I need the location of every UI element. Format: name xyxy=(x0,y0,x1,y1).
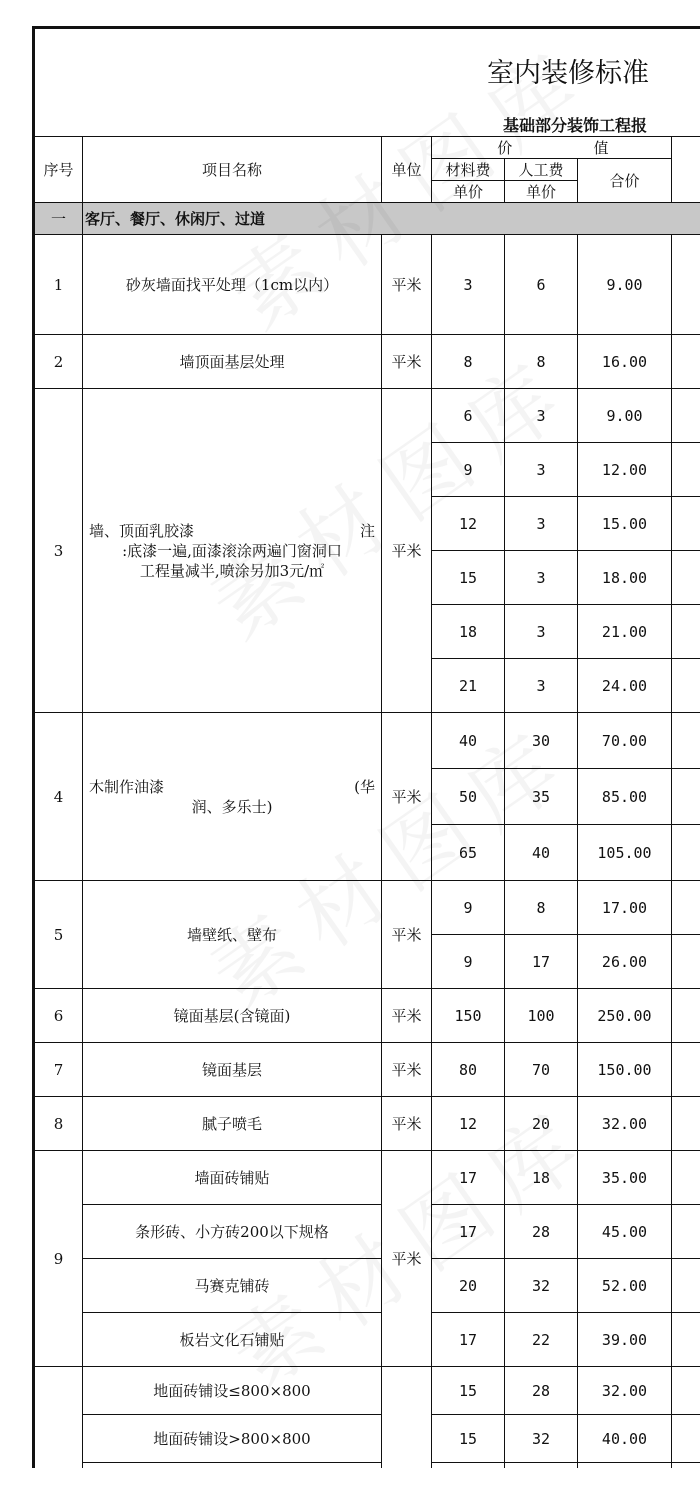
item-no xyxy=(35,1367,83,1469)
material-price: 15 xyxy=(432,1415,505,1463)
total-price: 16.00 xyxy=(578,335,672,389)
item-unit: 平米 xyxy=(382,1097,432,1151)
extra-cell xyxy=(672,1367,700,1415)
material-price: 21 xyxy=(432,659,505,713)
item-name: 板岩文化石铺贴 xyxy=(83,1313,382,1367)
header-extra-col xyxy=(672,137,700,203)
table-row xyxy=(35,881,700,935)
labor-price: 6 xyxy=(505,235,578,335)
table-row xyxy=(35,1463,700,1469)
total-price: 40.00 xyxy=(578,1415,672,1463)
material-price: 9 xyxy=(432,443,505,497)
total-price: 35.00 xyxy=(578,1151,672,1205)
extra-cell xyxy=(672,1415,700,1463)
total-price: 17.00 xyxy=(578,881,672,935)
section-no: 一 xyxy=(35,203,83,235)
item-name: 镜面基层 xyxy=(83,1043,382,1097)
labor-price: 70 xyxy=(505,1043,578,1097)
total-price: 39.00 xyxy=(578,1313,672,1367)
table-row xyxy=(35,1259,700,1313)
total-price: 105.00 xyxy=(578,825,672,881)
labor-price: 35 xyxy=(505,769,578,825)
material-price: 20 xyxy=(432,1259,505,1313)
item-no: 7 xyxy=(35,1043,83,1097)
material-price: 15 xyxy=(432,1367,505,1415)
table-row xyxy=(35,1097,700,1151)
table-row xyxy=(35,1205,700,1259)
labor-price: 28 xyxy=(505,1205,578,1259)
material-price: 50 xyxy=(432,769,505,825)
total-price: 9.00 xyxy=(578,389,672,443)
total-price: 32.00 xyxy=(578,1367,672,1415)
empty-cell xyxy=(505,1463,578,1469)
labor-price: 8 xyxy=(505,881,578,935)
item-unit: 平米 xyxy=(382,881,432,989)
labor-price: 32 xyxy=(505,1415,578,1463)
total-price: 150.00 xyxy=(578,1043,672,1097)
labor-price: 8 xyxy=(505,335,578,389)
item-name-note-2: 工程量减半,喷涂另加3元/㎡ xyxy=(139,561,325,580)
labor-price: 40 xyxy=(505,825,578,881)
table-row xyxy=(35,235,700,335)
total-price: 70.00 xyxy=(578,713,672,769)
labor-price: 17 xyxy=(505,935,578,989)
material-price: 40 xyxy=(432,713,505,769)
extra-cell xyxy=(672,713,700,769)
table-row xyxy=(35,989,700,1043)
table-title: 室内装修标准 xyxy=(35,29,700,113)
extra-cell xyxy=(672,881,700,935)
extra-cell xyxy=(672,1205,700,1259)
decoration-price-table xyxy=(34,28,700,1468)
extra-cell xyxy=(672,551,700,605)
extra-cell xyxy=(672,1097,700,1151)
total-price: 85.00 xyxy=(578,769,672,825)
header-unit: 单位 xyxy=(382,137,432,203)
item-name: 条形砖、小方砖200以下规格 xyxy=(83,1205,382,1259)
labor-price: 3 xyxy=(505,605,578,659)
header-material: 材料费 xyxy=(432,159,505,181)
item-name: 砂灰墙面找平处理（1cm以内） xyxy=(83,235,382,335)
extra-cell xyxy=(672,769,700,825)
material-price: 80 xyxy=(432,1043,505,1097)
labor-price: 28 xyxy=(505,1367,578,1415)
item-name: 墙顶面基层处理 xyxy=(83,335,382,389)
table-row xyxy=(35,1415,700,1463)
extra-cell xyxy=(672,1151,700,1205)
item-name-brand-open: (华 xyxy=(354,777,375,796)
header-price-label: 价 xyxy=(432,137,578,159)
item-unit: 平米 xyxy=(382,235,432,335)
spreadsheet-sheet xyxy=(32,26,700,1468)
header-unit-price-labor: 单价 xyxy=(505,181,578,203)
total-price: 26.00 xyxy=(578,935,672,989)
item-name: 镜面基层(含镜面) xyxy=(83,989,382,1043)
extra-cell xyxy=(672,989,700,1043)
item-unit xyxy=(382,1367,432,1469)
labor-price: 20 xyxy=(505,1097,578,1151)
total-price: 18.00 xyxy=(578,551,672,605)
item-name xyxy=(83,389,382,713)
extra-cell xyxy=(672,1313,700,1367)
extra-cell xyxy=(672,605,700,659)
material-price: 17 xyxy=(432,1313,505,1367)
item-name: 腻子喷毛 xyxy=(83,1097,382,1151)
total-price: 32.00 xyxy=(578,1097,672,1151)
extra-cell xyxy=(672,659,700,713)
item-unit: 平米 xyxy=(382,713,432,881)
table-row xyxy=(35,1367,700,1415)
total-price: 15.00 xyxy=(578,497,672,551)
extra-cell xyxy=(672,825,700,881)
labor-price: 3 xyxy=(505,443,578,497)
item-name xyxy=(83,713,382,881)
header-name: 项目名称 xyxy=(83,137,382,203)
material-price: 3 xyxy=(432,235,505,335)
item-unit: 平米 xyxy=(382,1043,432,1097)
table-row xyxy=(35,389,700,443)
item-name: 墙面砖铺贴 xyxy=(83,1151,382,1205)
item-unit: 平米 xyxy=(382,1151,432,1367)
extra-cell xyxy=(672,235,700,335)
header-value-label: 值 xyxy=(578,137,672,159)
material-price: 65 xyxy=(432,825,505,881)
header-total: 合价 xyxy=(578,159,672,203)
extra-cell xyxy=(672,1463,700,1469)
item-no: 4 xyxy=(35,713,83,881)
total-price: 52.00 xyxy=(578,1259,672,1313)
total-price: 24.00 xyxy=(578,659,672,713)
table-row xyxy=(35,1043,700,1097)
material-price: 15 xyxy=(432,551,505,605)
table-row xyxy=(35,1313,700,1367)
item-name-part: 墙、顶面乳胶漆 xyxy=(89,521,195,540)
extra-cell xyxy=(672,497,700,551)
extra-cell xyxy=(672,335,700,389)
total-price: 9.00 xyxy=(578,235,672,335)
empty-cell xyxy=(432,1463,505,1469)
labor-price: 18 xyxy=(505,1151,578,1205)
labor-price: 30 xyxy=(505,713,578,769)
section-name: 客厅、餐厅、休闲厅、过道 xyxy=(83,203,700,235)
extra-cell xyxy=(672,1259,700,1313)
labor-price: 3 xyxy=(505,659,578,713)
table-row xyxy=(35,335,700,389)
header-labor: 人工费 xyxy=(505,159,578,181)
item-unit: 平米 xyxy=(382,989,432,1043)
item-no: 3 xyxy=(35,389,83,713)
item-name-part: 木制作油漆 xyxy=(89,777,165,796)
material-price: 12 xyxy=(432,497,505,551)
table-subtitle: 基础部分装饰工程报 xyxy=(35,113,700,137)
item-no: 5 xyxy=(35,881,83,989)
item-name-note-mark: 注 xyxy=(359,521,375,540)
extra-cell xyxy=(672,935,700,989)
item-no: 8 xyxy=(35,1097,83,1151)
labor-price: 3 xyxy=(505,389,578,443)
header-unit-price-material: 单价 xyxy=(432,181,505,203)
extra-cell xyxy=(672,1043,700,1097)
material-price: 9 xyxy=(432,935,505,989)
material-price: 18 xyxy=(432,605,505,659)
material-price: 150 xyxy=(432,989,505,1043)
labor-price: 3 xyxy=(505,497,578,551)
item-no: 1 xyxy=(35,235,83,335)
total-price: 12.00 xyxy=(578,443,672,497)
extra-cell xyxy=(672,389,700,443)
table-row xyxy=(35,713,700,769)
item-no: 6 xyxy=(35,989,83,1043)
empty-cell xyxy=(578,1463,672,1469)
item-name: 地面砖铺设>800×800 xyxy=(83,1415,382,1463)
total-price: 45.00 xyxy=(578,1205,672,1259)
material-price: 17 xyxy=(432,1205,505,1259)
item-name: 地面砖铺设≤800×800 xyxy=(83,1367,382,1415)
total-price: 21.00 xyxy=(578,605,672,659)
total-price: 250.00 xyxy=(578,989,672,1043)
material-price: 6 xyxy=(432,389,505,443)
item-name-brand: 润、多乐士) xyxy=(191,797,273,816)
labor-price: 22 xyxy=(505,1313,578,1367)
extra-cell xyxy=(672,443,700,497)
item-no: 9 xyxy=(35,1151,83,1367)
labor-price: 3 xyxy=(505,551,578,605)
table-row xyxy=(35,1151,700,1205)
item-no: 2 xyxy=(35,335,83,389)
material-price: 9 xyxy=(432,881,505,935)
labor-price: 32 xyxy=(505,1259,578,1313)
item-name: 墙壁纸、壁布 xyxy=(83,881,382,989)
material-price: 8 xyxy=(432,335,505,389)
header-no: 序号 xyxy=(35,137,83,203)
item-unit: 平米 xyxy=(382,335,432,389)
material-price: 17 xyxy=(432,1151,505,1205)
item-name-note: :底漆一遍,面漆滚涂两遍门窗洞口 xyxy=(122,541,342,560)
item-unit: 平米 xyxy=(382,389,432,713)
labor-price: 100 xyxy=(505,989,578,1043)
material-price: 12 xyxy=(432,1097,505,1151)
empty-cell xyxy=(83,1463,382,1469)
item-name: 马赛克铺砖 xyxy=(83,1259,382,1313)
